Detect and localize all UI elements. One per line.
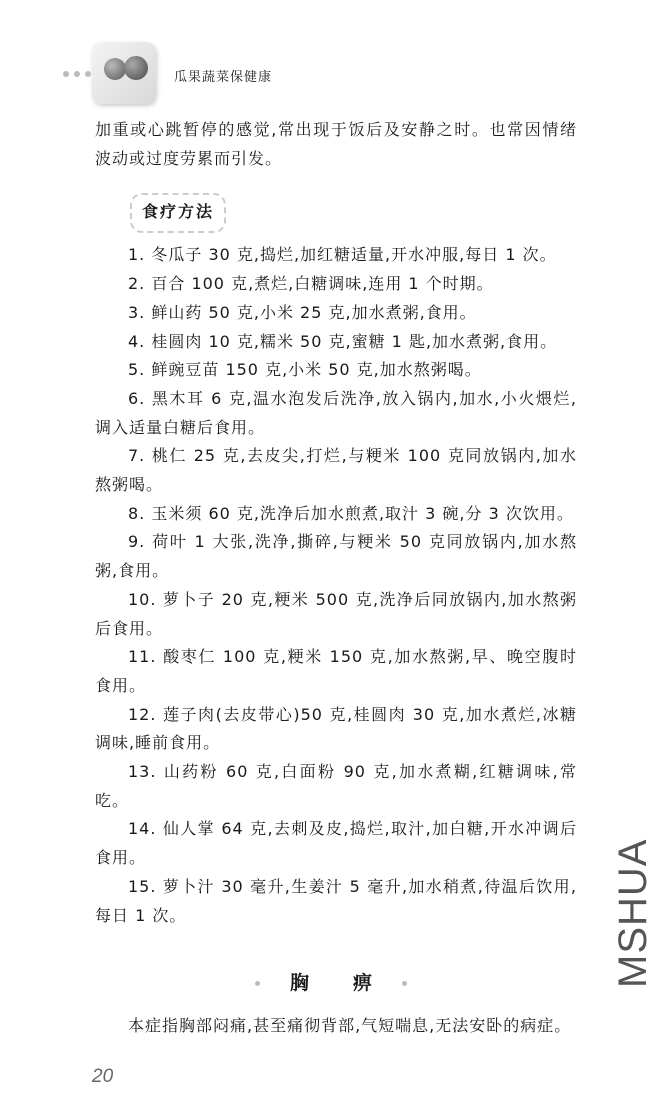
page-number: 20 — [92, 1065, 114, 1087]
fruit-icon — [104, 58, 126, 80]
section-description: 本症指胸部闷痛,甚至痛彻背部,气短喘息,无法安卧的病症。 — [128, 1016, 572, 1036]
recipe-item: 14. 仙人掌 64 克,去刺及皮,捣烂,取汁,加白糖,开水冲调后食用。 — [95, 819, 577, 868]
recipe-item: 15. 萝卜汁 30 毫升,生姜汁 5 毫升,加水稍煮,待温后饮用,每日 1 次。 — [95, 876, 577, 925]
recipe-item: 4. 桂圆肉 10 克,糯米 50 克,蜜糖 1 匙,加水煮粥,食用。 — [128, 331, 558, 351]
fruit-plate-image — [92, 42, 156, 104]
recipe-item: 6. 黑木耳 6 克,温水泡发后洗净,放入锅内,加水,小火煨烂,调入适量白糖后食用。 — [95, 388, 577, 437]
bullet-dot — [255, 981, 260, 986]
bullet-dot — [402, 981, 407, 986]
recipe-item: 5. 鲜豌豆苗 150 克,小米 50 克,加水熬粥喝。 — [128, 360, 482, 380]
decorative-dots — [63, 71, 91, 77]
recipe-item: 12. 莲子肉(去皮带心)50 克,桂圆肉 30 克,加水煮烂,冰糖调味,睡前食用。 — [95, 704, 577, 753]
recipe-item: 13. 山药粉 60 克,白面粉 90 克,加水煮糊,红糖调味,常吃。 — [95, 762, 577, 810]
section-title — [0, 970, 662, 996]
recipe-item: 2. 百合 100 克,煮烂,白糖调味,连用 1 个时期。 — [128, 274, 494, 294]
recipe-item: 8. 玉米须 60 克,洗净后加水煎煮,取汁 3 碗,分 3 次饮用。 — [128, 503, 574, 523]
recipe-heading — [130, 193, 226, 233]
intro-paragraph: 加重或心跳暂停的感觉,常出现于饭后及安静之时。也常因情绪波动或过度劳累而引发。 — [95, 120, 577, 168]
recipe-heading-text: 食疗方法 — [142, 202, 215, 222]
recipe-list — [95, 241, 577, 930]
watermark: MSHUA — [611, 838, 655, 988]
section-title-char: 痹 — [353, 972, 373, 995]
recipe-item: 1. 冬瓜子 30 克,捣烂,加红糖适量,开水冲服,每日 1 次。 — [128, 245, 557, 265]
recipe-item: 10. 萝卜子 20 克,粳米 500 克,洗净后同放锅内,加水熬粥后食用。 — [95, 589, 577, 638]
recipe-item: 3. 鲜山药 50 克,小米 25 克,加水煮粥,食用。 — [128, 302, 477, 322]
book-title: 瓜果蔬菜保健康 — [174, 70, 273, 85]
section-title-char: 胸 — [289, 972, 309, 995]
fruit-icon — [124, 56, 148, 80]
recipe-item: 11. 酸枣仁 100 克,粳米 150 克,加水熬粥,早、晚空腹时食用。 — [95, 647, 577, 695]
recipe-item: 7. 桃仁 25 克,去皮尖,打烂,与粳米 100 克同放锅内,加水熬粥喝。 — [95, 446, 577, 495]
running-header — [60, 42, 460, 108]
recipe-item: 9. 荷叶 1 大张,洗净,撕碎,与粳米 50 克同放锅内,加水熬粥,食用。 — [95, 532, 577, 581]
